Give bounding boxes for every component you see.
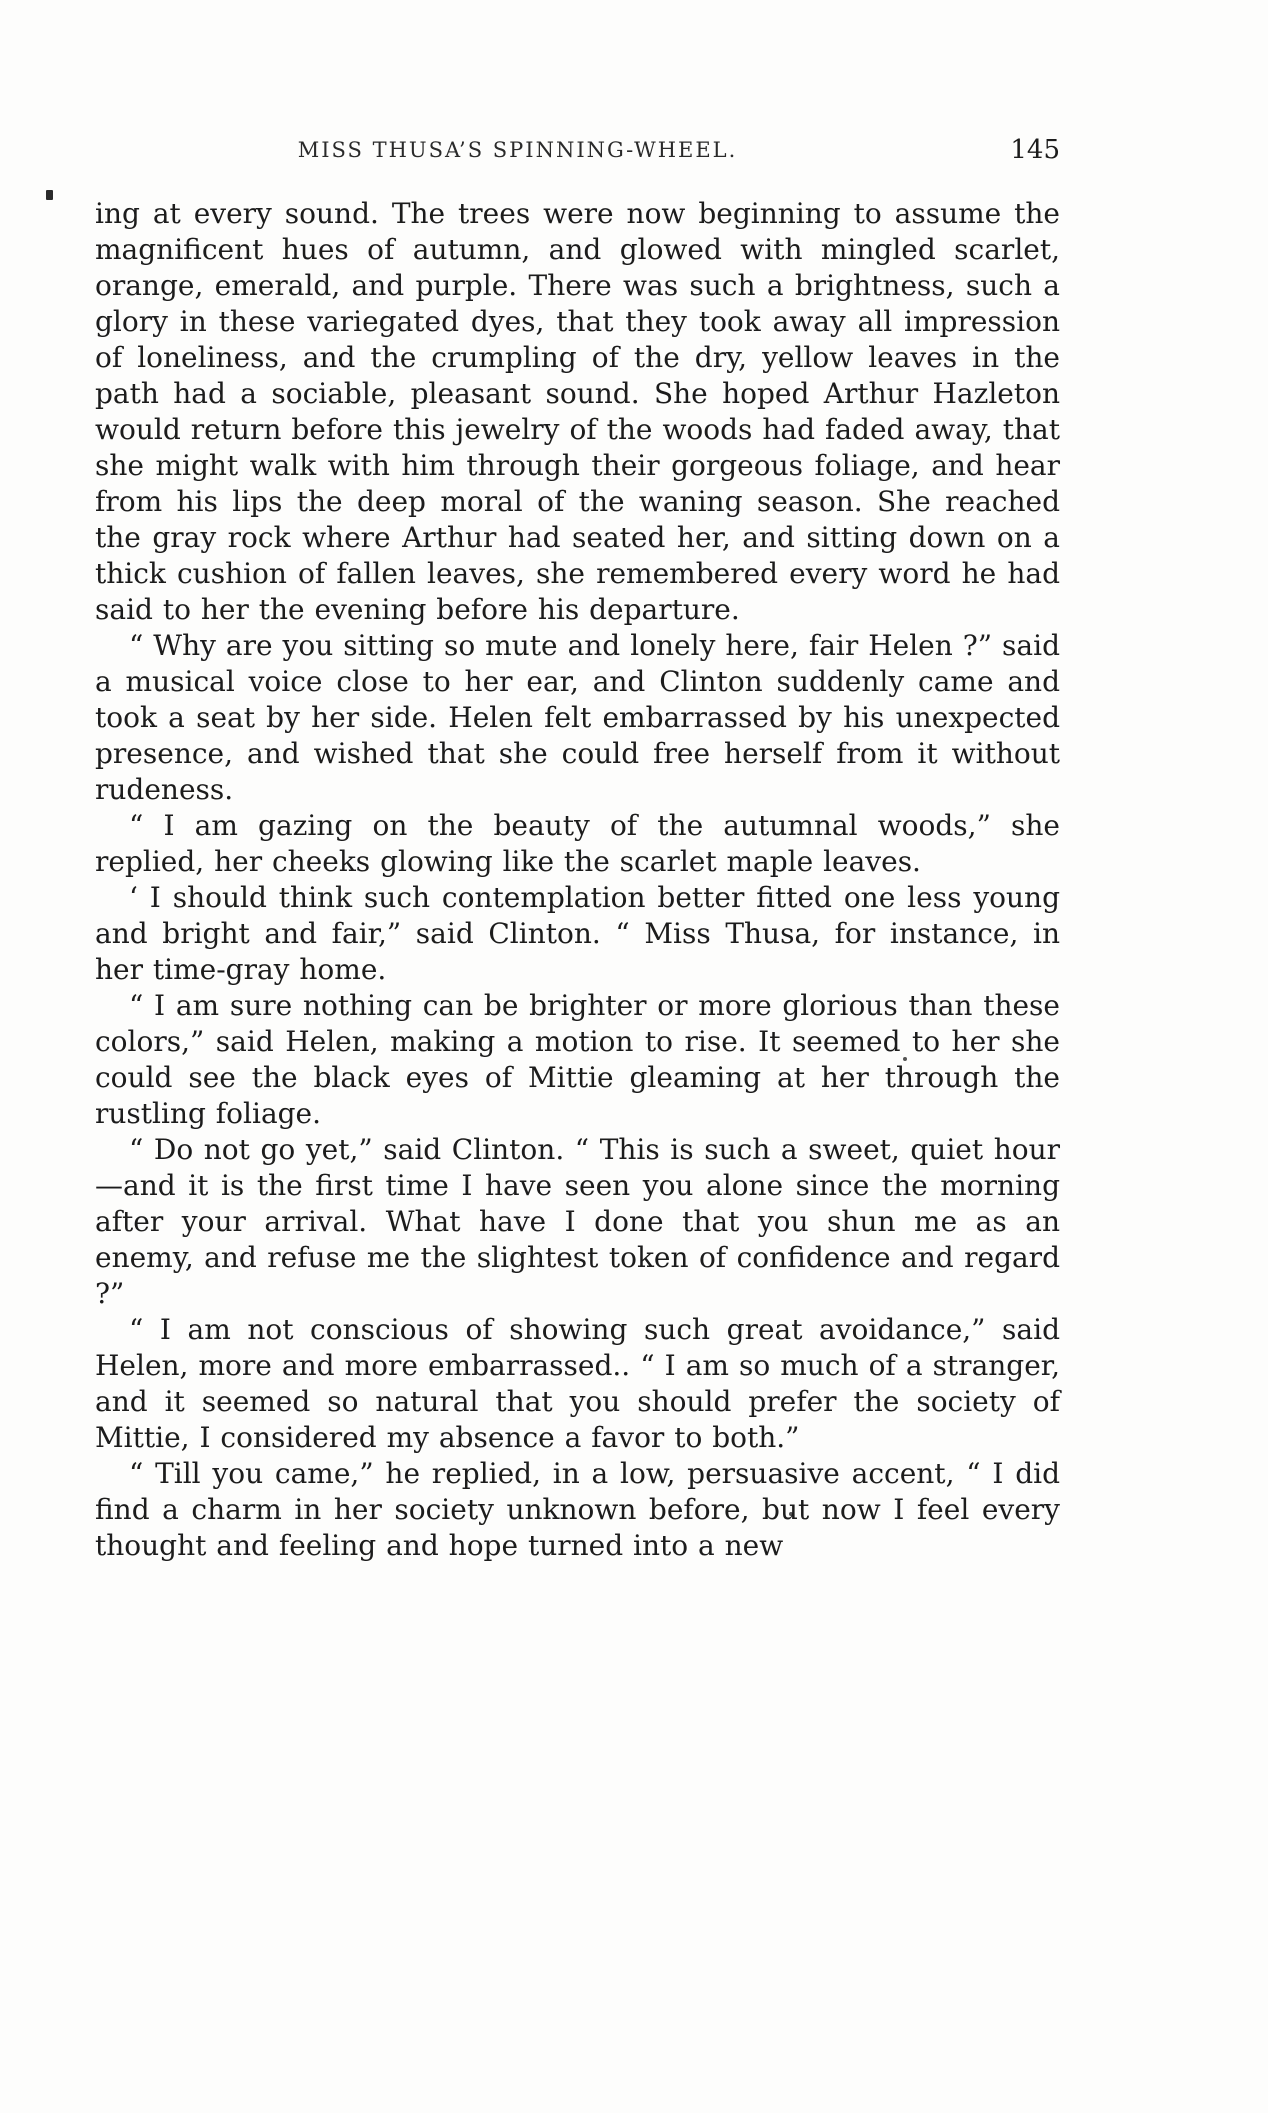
ink-mark — [46, 190, 53, 200]
page-header — [95, 135, 1060, 168]
page-number: 145 — [1010, 135, 1060, 165]
paragraph: “ I am sure nothing can be brighter or more glorious than these colors,” said Helen, making a motion to rise. It seemed to her she could see the black eyes of Mittie gleaming at her through the rustling foliage. — [95, 989, 1060, 1130]
paragraph: “ I am not conscious of showing such great avoidance,” said Helen, more and more embarrassed.. “ I am so much of a stranger, and it seemed so natural that you should prefer the society of Mittie, I considered my absence a favor to both.” — [95, 1313, 1060, 1454]
paragraph: “ I am gazing on the beauty of the autumnal woods,” she replied, her cheeks glowing like the scarlet maple leaves. — [95, 809, 1060, 878]
paragraph: ‘ I should think such contemplation better fitted one less young and bright and fair,” said Clinton. “ Miss Thusa, for instance, in her time-gray home. — [95, 881, 1060, 986]
paragraph: “ Why are you sitting so mute and lonely here, fair Helen ?” said a musical voice close to her ear, and Clinton suddenly came and took a seat by her side. Helen felt embarrassed by his unexpected presence, and wished that she could free herself from it without rudeness. — [95, 629, 1060, 806]
page-text — [95, 196, 1060, 1564]
running-title: MISS THUSA’S SPINNING-WHEEL. — [297, 138, 738, 162]
paragraph: ing at every sound. The trees were now beginning to assume the magnificent hues of autumn, and glowed with mingled scarlet, orange, emerald, and purple. There was such a brightness, such a glory in these variegated dyes, that they took away all impression of loneliness, and the crumpling of the dry, yellow leaves in the path had a sociable, pleasant sound. She hoped Arthur Hazleton would return before this jewelry of the woods had faded away, that she might walk with him through their gorgeous foliage, and hear from his lips the deep moral of the waning season. She reached the gray rock where Arthur had seated her, and sitting down on a thick cushion of fallen leaves, she remembered every word he had said to her the evening before his departure. — [95, 197, 1060, 626]
paragraph: “ Do not go yet,” said Clinton. “ This is such a sweet, quiet hour—and it is the first time I have seen you alone since the morning after your arrival. What have I done that you shun me as an enemy, and refuse me the slightest token of confidence and regard ?” — [95, 1133, 1060, 1310]
paragraph: “ Till you came,” he replied, in a low, persuasive accent, “ I did find a charm in her society unknown before, but now I feel every thought and feeling and hope turned into a new — [95, 1457, 1060, 1562]
